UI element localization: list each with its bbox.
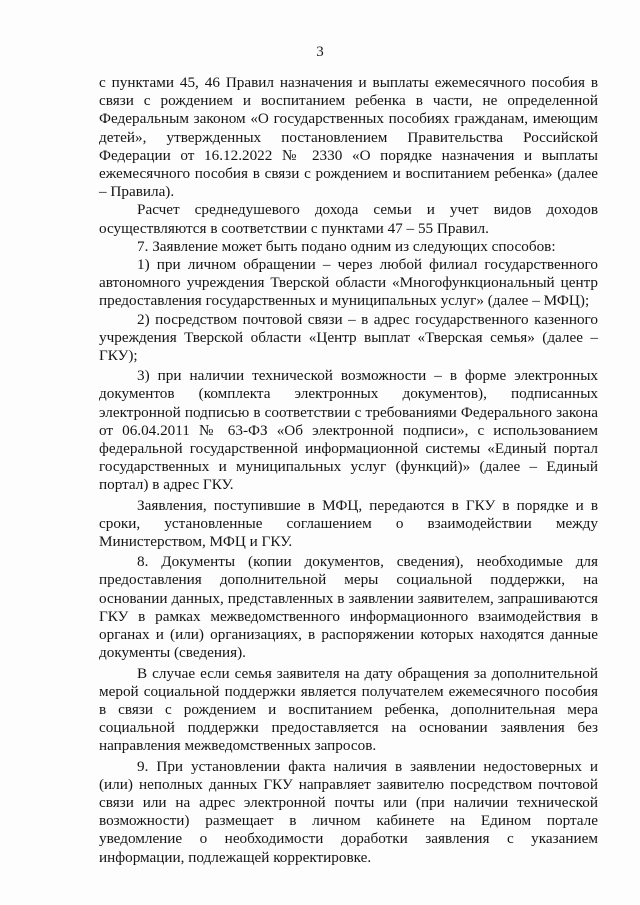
paragraph-intro-continuation: с пунктами 45, 46 Правил назначения и выплаты ежемесячного пособия в связи с рождением и воспитанием ребенка в части, не определенной Федеральным законом «О государственных пособиях гражданам, имеющим детей», утвержденных постановлением Правительства Российской Федерации от 16.12.2022 № 2330 «О порядке назначения и выплаты ежемесячного пособия в связи с рождением и воспитанием ребенка» (далее – Правила). bbox=[99, 74, 598, 201]
paragraph-income-calculation: Расчет среднедушевого дохода семьи и учет видов доходов осуществляются в соответствии с пунктами 47 – 55 Правил. bbox=[99, 201, 598, 237]
paragraph-clause-7-item-3: 3) при наличии технической возможности – в форме электронных документов (комплекта электронных документов), подписанных электронной подписью в соответствии с требованиями Федерального закона от 06.04.2011 № 63-ФЗ «Об электронной подписи», с использованием федеральной государственной информационной системы «Единый портал государственных и муниципальных услуг (функций)» (далее – Единый портал) в адрес ГКУ. bbox=[99, 367, 598, 494]
paragraph-clause-7: 7. Заявление может быть подано одним из следующих способов: bbox=[137, 237, 556, 255]
paragraph-clause-7-item-2: 2) посредством почтовой связи – в адрес государственного казенного учреждения Тверской области «Центр выплат «Тверская семья» (далее – ГКУ); bbox=[99, 310, 598, 365]
page-number: 3 bbox=[316, 44, 324, 60]
paragraph-clause-7-item-1: 1) при личном обращении – через любой филиал государственного автономного учреждения Тверской области «Многофункциональный центр предоставления государственных и муниципальных услуг» (далее – МФЦ); bbox=[99, 256, 598, 310]
paragraph-mfc-transfer: Заявления, поступившие в МФЦ, передаются в ГКУ в порядке и в сроки, установленные соглашением о взаимодействии между Министерством, МФЦ и ГКУ. bbox=[99, 496, 598, 551]
paragraph-clause-8-exception: В случае если семья заявителя на дату обращения за дополнительной мерой социальной поддержки является получателем ежемесячного пособия в связи с рождением и воспитанием ребенка, дополнительная мера социальной поддержки предоставляется на основании заявления без направления межведомственных запросов. bbox=[99, 664, 598, 755]
document-body bbox=[99, 74, 598, 867]
paragraph-clause-9: 9. При установлении факта наличия в заявлении недостоверных и (или) неполных данных ГКУ направляет заявителю посредством почтовой связи или на адрес электронной почты или (при наличии технической возможности) размещает в личном кабинете на Едином портале уведомление о необходимости доработки заявления с указанием информации, подлежащей корректировке. bbox=[99, 757, 598, 866]
paragraph-clause-8: 8. Документы (копии документов, сведения), необходимые для предоставления дополнительной меры социальной поддержки, на основании данных, представленных в заявлении заявителем, запрашиваются ГКУ в рамках межведомственного информационного взаимодействия в органах и (или) организациях, в распоряжении которых находятся данные документы (сведения). bbox=[99, 553, 598, 662]
